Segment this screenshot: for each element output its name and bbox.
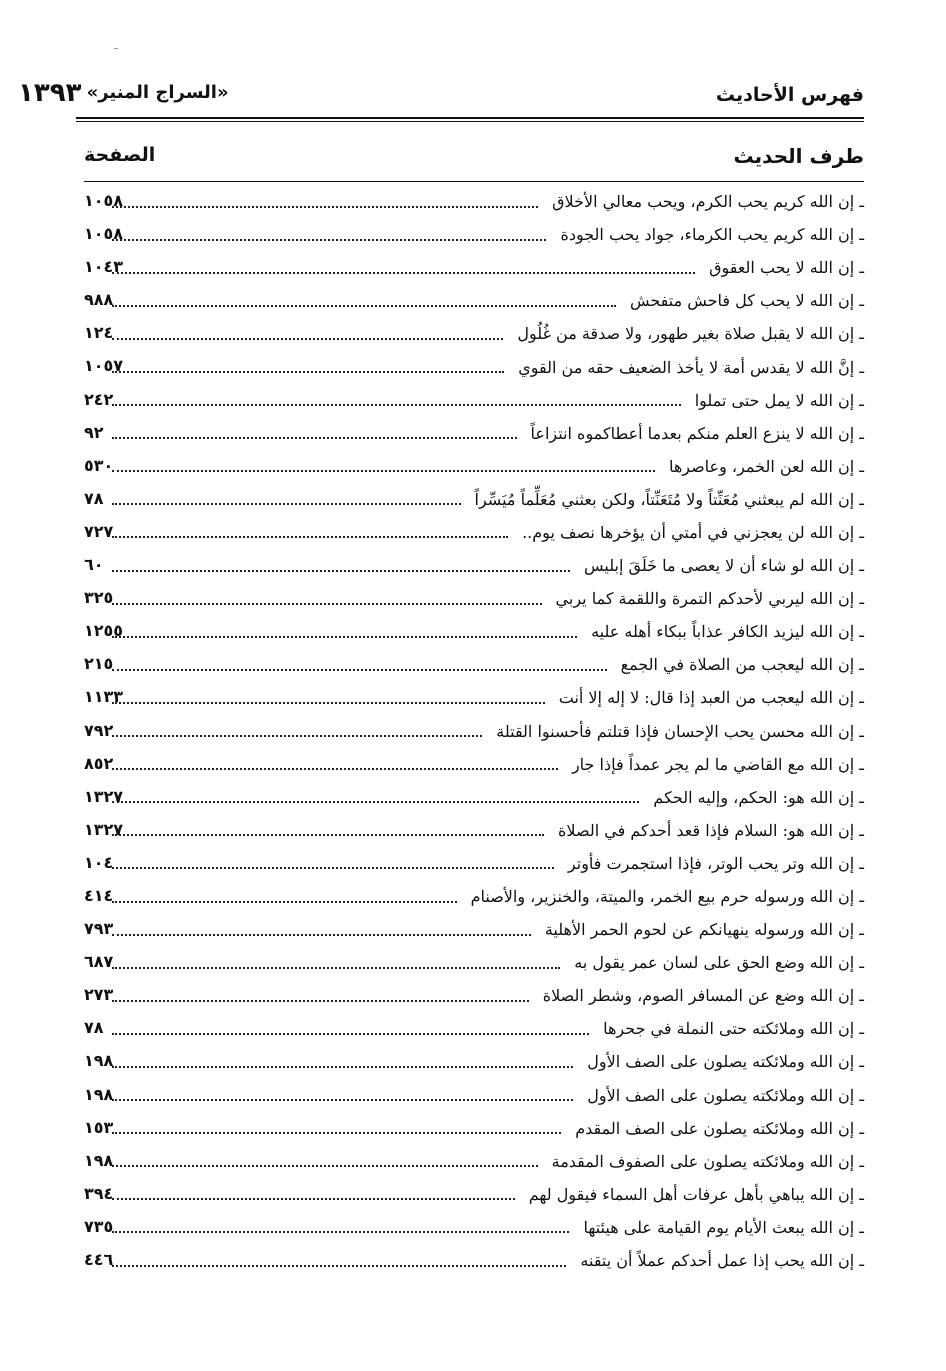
- entry-page-number: ٩٢: [84, 422, 104, 442]
- index-entry: [84, 516, 864, 549]
- entry-text: ـ إن الله وملائكته يصلون على الصف الأول: [587, 1052, 864, 1072]
- entry-page-number: ٦٠: [84, 555, 104, 575]
- entry-text: ـ إن الله يباهي بأهل عرفات أهل السماء فيقول لهم: [528, 1184, 864, 1204]
- index-entry: [84, 715, 864, 748]
- entry-text: ـ إن الله ليزيد الكافر عذاباً ببكاء أهله عليه: [591, 622, 864, 642]
- leader-dots: [112, 1033, 589, 1035]
- entry-page-number: ١٠٥٨: [84, 224, 124, 244]
- entry-page-number: ٣٢٥: [84, 588, 114, 608]
- entry-page-number: ٢٤٢: [84, 389, 114, 409]
- index-entry: [84, 913, 864, 946]
- leader-dots: [112, 1231, 569, 1233]
- entry-page-number: ١٣٢٧: [84, 819, 124, 839]
- entry-text: ـ إن الله ليعجب من الصلاة في الجمع: [620, 655, 864, 675]
- index-entry: [84, 1178, 864, 1211]
- leader-dots: [112, 338, 503, 340]
- leader-dots: [112, 735, 482, 737]
- leader-dots: [112, 636, 577, 638]
- entry-text: ـ إن الله محسن يحب الإحسان فإذا قتلتم فأحسنوا القتلة: [496, 721, 864, 741]
- entry-page-number: ١٩٨: [84, 1150, 114, 1170]
- index-entry: [84, 781, 864, 814]
- leader-dots: [112, 206, 538, 208]
- entry-page-number: ٧٢٧: [84, 521, 114, 541]
- leader-dots: [112, 768, 558, 770]
- index-entry: [84, 218, 864, 251]
- index-entry: [84, 450, 864, 483]
- entry-text: ـ إن الله وملائكته يصلون على الصفوف المقدمة: [551, 1151, 864, 1171]
- entry-page-number: ١٩٨: [84, 1084, 114, 1104]
- leader-dots: [112, 239, 546, 241]
- entry-text: ـ إنَّ الله لا يقدس أمة لا يأخذ الضعيف حقه من القوي: [518, 357, 864, 377]
- entry-text: ـ إن الله وملائكته يصلون على الصف الأول: [587, 1085, 864, 1105]
- entry-text: ـ إن الله وملائكته حتى النملة في جحرها: [603, 1019, 864, 1039]
- leader-dots: [112, 305, 616, 307]
- entry-text: ـ إن الله ورسوله ينهيانكم عن لحوم الحمر الأهلية: [544, 920, 864, 940]
- index-entry: [84, 1079, 864, 1112]
- entry-text: ـ إن الله كريم يحب الكرماء، جواد يحب الجودة: [560, 225, 864, 245]
- leader-dots: [112, 901, 457, 903]
- index-entry: [84, 1145, 864, 1178]
- entry-text: ـ إن الله وضع عن المسافر الصوم، وشطر الصلاة: [542, 986, 864, 1006]
- entry-text: ـ إن الله يبعث الأيام يوم القيامة على هيئتها: [583, 1217, 864, 1237]
- index-entry: [84, 350, 864, 383]
- header-rule-thin: [76, 121, 864, 122]
- entry-text: ـ إن الله ورسوله حرم بيع الخمر، والميتة، والخنزير، والأصنام: [470, 887, 864, 907]
- header-rule-thick: [76, 117, 864, 119]
- entry-page-number: ٢١٥: [84, 654, 114, 674]
- column-header-rule: [84, 181, 864, 182]
- index-entry: [84, 880, 864, 913]
- index-entry: [84, 1211, 864, 1244]
- entry-page-number: ٥٣٠: [84, 455, 114, 475]
- index-entry: [84, 1012, 864, 1045]
- index-entry: [84, 417, 864, 450]
- index-entry: [84, 814, 864, 847]
- index-entry: [84, 979, 864, 1012]
- entry-page-number: ٦٨٧: [84, 952, 114, 972]
- entry-page-number: ١٠٥٨: [84, 191, 124, 210]
- entry-text: ـ إن الله لم يبعثني مُعَنِّتاً ولا مُتَعَنِّتاً، ولكن بعثني مُعَلِّماً مُيَسِّراً: [474, 489, 864, 509]
- index-entry: [84, 582, 864, 615]
- entry-text: ـ إن الله ليربي لأحدكم التمرة واللقمة كما يربي: [555, 589, 864, 609]
- leader-dots: [112, 967, 560, 969]
- entry-text: ـ إن الله كريم يحب الكرم، ويحب معالي الأخلاق: [552, 192, 864, 212]
- entry-page-number: ١٢٤: [84, 323, 114, 343]
- book-title: «السراج المنير»: [86, 82, 229, 103]
- entry-text: ـ إن الله لن يعجزني في أمتي أن يؤخرها نصف يوم..: [522, 522, 864, 542]
- index-entry: [84, 946, 864, 979]
- leader-dots: [112, 503, 461, 505]
- section-title: فهرس الأحاديث: [715, 84, 864, 106]
- index-entry: [84, 185, 864, 218]
- scan-mark: [114, 48, 118, 49]
- leader-dots: [112, 702, 545, 704]
- entry-text: ـ إن الله لعن الخمر، وعاصرها: [668, 456, 864, 476]
- entry-page-number: ١٠٤٣: [84, 257, 124, 277]
- entry-page-number: ٤٤٦: [84, 1250, 114, 1269]
- index-entry: [84, 1045, 864, 1078]
- entry-text: ـ إن الله هو: الحكم، وإليه الحكم: [653, 787, 864, 807]
- leader-dots: [112, 570, 570, 572]
- entry-page-number: ١٩٨: [84, 1051, 114, 1071]
- entry-text: ـ إن الله وملائكته يصلون على الصف المقدم: [575, 1118, 864, 1138]
- entry-page-number: ١١٣٣: [84, 687, 124, 707]
- leader-dots: [112, 934, 531, 936]
- leader-dots: [112, 1265, 566, 1267]
- hadith-index-list: [84, 185, 864, 1277]
- entry-text: ـ إن الله لو شاء أن لا يعصى ما خَلَقَ إبليس: [584, 556, 864, 576]
- entry-page-number: ٧٨: [84, 1018, 104, 1038]
- column-headers: [84, 144, 864, 174]
- index-entry: [84, 1244, 864, 1277]
- page-number: ١٣٩٣: [18, 78, 82, 108]
- entry-page-number: ١٠٤: [84, 852, 114, 872]
- entry-page-number: ١٣٢٧: [84, 786, 124, 806]
- entry-page-number: ١٠٥٧: [84, 356, 124, 376]
- running-head: [18, 78, 864, 118]
- entry-text: ـ إن الله هو: السلام فإذا قعد أحدكم في الصلاة: [558, 820, 864, 840]
- entry-page-number: ٧٣٥: [84, 1216, 114, 1236]
- entry-text: ـ إن الله يحب إذا عمل أحدكم عملاً أن يتقنه: [580, 1251, 864, 1271]
- leader-dots: [112, 536, 508, 538]
- entry-page-number: ٧٩٣: [84, 919, 114, 939]
- index-entry: [84, 847, 864, 880]
- leader-dots: [112, 603, 542, 605]
- leader-dots: [112, 1132, 561, 1134]
- entry-text: ـ إن الله وضع الحق على لسان عمر يقول به: [574, 953, 864, 973]
- entry-page-number: ٢٧٣: [84, 985, 114, 1005]
- index-entry: [84, 648, 864, 681]
- index-entry: [84, 748, 864, 781]
- entry-page-number: ٧٩٢: [84, 720, 114, 740]
- index-entry: [84, 251, 864, 284]
- index-entry: [84, 384, 864, 417]
- entry-text: ـ إن الله لا يحب كل فاحش متفحش: [629, 291, 864, 311]
- column-header-page: الصفحة: [84, 144, 156, 166]
- entry-page-number: ٤١٤: [84, 885, 114, 905]
- entry-text: ـ إن الله لا ينزع العلم منكم بعدما أعطاكموه انتزاعاً: [530, 423, 864, 443]
- column-header-hadith: طرف الحديث: [733, 144, 864, 168]
- leader-dots: [112, 801, 639, 803]
- leader-dots: [112, 404, 681, 406]
- entry-text: ـ إن الله ليعجب من العبد إذا قال: لا إله إلا أنت: [558, 688, 864, 708]
- index-entry: [84, 1112, 864, 1145]
- leader-dots: [112, 1165, 538, 1167]
- leader-dots: [112, 1198, 515, 1200]
- entry-text: ـ إن الله لا يمل حتى تملوا: [694, 390, 864, 410]
- leader-dots: [112, 1099, 573, 1101]
- entry-page-number: ٨٥٢: [84, 753, 114, 773]
- entry-text: ـ إن الله لا يحب العقوق: [709, 258, 864, 278]
- index-entry: [84, 681, 864, 714]
- index-entry: [84, 549, 864, 582]
- entry-page-number: ٩٨٨: [84, 290, 114, 310]
- entry-page-number: ١٥٣: [84, 1117, 114, 1137]
- leader-dots: [112, 437, 517, 439]
- leader-dots: [112, 470, 655, 472]
- index-entry: [84, 284, 864, 317]
- leader-dots: [112, 867, 554, 869]
- leader-dots: [112, 272, 695, 274]
- index-entry: [84, 317, 864, 350]
- entry-text: ـ إن الله مع القاضي ما لم يجر عمداً فإذا جار: [571, 754, 864, 774]
- running-head-left: [18, 78, 231, 108]
- entry-text: ـ إن الله لا يقبل صلاة بغير طهور، ولا صدقة من غُلُول: [517, 324, 864, 344]
- leader-dots: [112, 834, 544, 836]
- entry-page-number: ٣٩٤: [84, 1183, 114, 1203]
- entry-page-number: ٧٨: [84, 488, 104, 508]
- index-entry: [84, 483, 864, 516]
- entry-text: ـ إن الله وتر يحب الوتر، فإذا استجمرت فأوتر: [567, 853, 864, 873]
- leader-dots: [112, 1066, 573, 1068]
- leader-dots: [112, 371, 504, 373]
- leader-dots: [112, 1000, 529, 1002]
- index-entry: [84, 615, 864, 648]
- entry-page-number: ١٢٥٥: [84, 621, 124, 641]
- leader-dots: [112, 669, 607, 671]
